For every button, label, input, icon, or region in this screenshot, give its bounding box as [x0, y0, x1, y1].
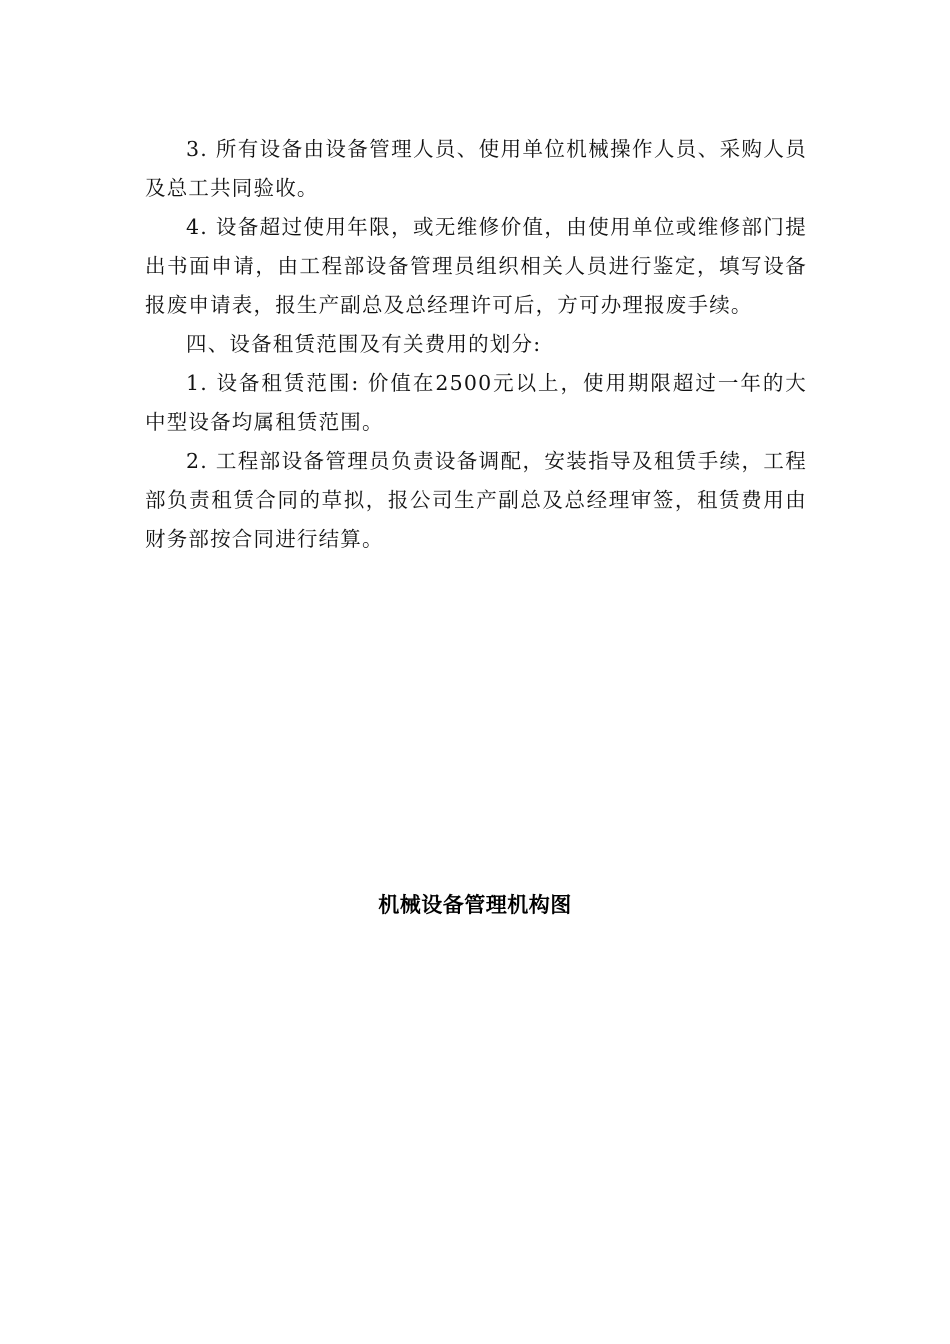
- paragraph-leasing-responsibility: 2. 工程部设备管理员负责设备调配，安装指导及租赁手续，工程部负责租赁合同的草拟，报公司生产副总及总经理审签，租赁费用由财务部按合同进行结算。: [145, 449, 807, 551]
- org-chart-title: 机械设备管理机构图: [378, 893, 572, 917]
- paragraph-acceptance: 3. 所有设备由设备管理人员、使用单位机械操作人员、采购人员及总工共同验收。: [145, 137, 807, 200]
- section-heading-leasing: 四、设备租赁范围及有关费用的划分:: [186, 332, 542, 356]
- document-body: [145, 130, 807, 559]
- paragraph-leasing-scope: 1. 设备租赁范围: 价值在2500元以上，使用期限超过一年的大中型设备均属租赁范围。: [145, 371, 807, 434]
- paragraph-scrapping: 4. 设备超过使用年限，或无维修价值，由使用单位或维修部门提出书面申请，由工程部设备管理员组织相关人员进行鉴定，填写设备报废申请表，报生产副总及总经理许可后，方可办理报废手续。: [145, 215, 807, 317]
